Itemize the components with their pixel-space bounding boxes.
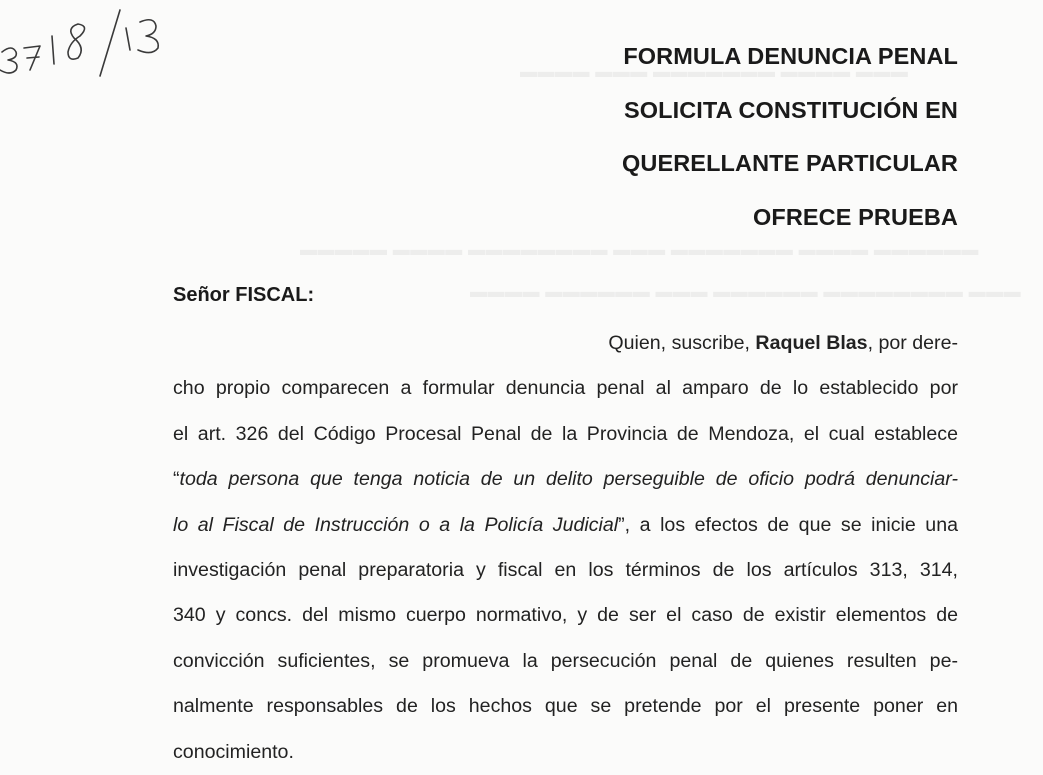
salutation: Señor FISCAL:: [173, 284, 315, 306]
body-line: conocimiento.: [173, 740, 294, 763]
body-line: [173, 321, 958, 366]
body-text-segment: Quien, suscribe,: [608, 332, 756, 354]
title-line: SOLICITA CONSTITUCIÓN EN: [623, 96, 958, 123]
body-text-segment: ”, a los efectos de que se inicie una: [618, 513, 958, 536]
handwritten-file-number: [0, 6, 180, 76]
body-line: nalmente responsables de los hechos que se pretende por el presente poner en: [173, 695, 958, 718]
body-line: [173, 503, 958, 548]
body-text-segment: , por dere-: [867, 332, 958, 354]
complainant-name: Raquel Blas: [755, 332, 868, 354]
quoted-law-text: lo al Fiscal de Instrucción o a la Policía Judicial: [173, 513, 619, 536]
body-line: 340 y concs. del mismo cuerpo normativo, y de ser el caso de existir elementos de: [173, 604, 958, 627]
body-paragraph: [173, 321, 958, 775]
body-line: [173, 457, 958, 502]
title-line: OFRECE PRUEBA: [753, 203, 958, 230]
bleed-through-text: ▬▬▬▬ ▬▬▬▬▬▬ ▬▬▬ ▬▬▬▬▬▬ ▬▬▬▬▬▬▬▬ ▬▬▬: [470, 282, 1022, 301]
document-title-block: [622, 30, 958, 244]
title-line: QUERELLANTE PARTICULAR: [622, 150, 958, 176]
bleed-through-text: ▬▬▬▬ ▬▬▬ ▬▬▬▬▬▬▬ ▬▬▬▬ ▬▬▬: [520, 62, 909, 81]
quote-mark: “: [173, 468, 180, 491]
title-line: FORMULA DENUNCIA PENAL: [623, 43, 958, 69]
quoted-law-text: toda persona que tenga noticia de un delito perseguible de oficio podrá denunciar-: [179, 468, 958, 491]
body-line: cho propio comparecen a formular denuncia penal al amparo de lo establecido por: [173, 377, 958, 400]
bleed-through-text: ▬▬▬▬▬ ▬▬▬▬ ▬▬▬▬▬▬▬▬ ▬▬▬ ▬▬▬▬▬▬▬ ▬▬▬▬ ▬▬▬▬▬▬: [300, 240, 979, 259]
body-line: convicción suficientes, se promueva la persecución penal de quienes resulten pe-: [173, 649, 958, 672]
body-line: investigación penal preparatoria y fiscal en los términos de los artículos 313, 314,: [173, 558, 958, 581]
body-line: el art. 326 del Código Procesal Penal de la Provincia de Mendoza, el cual establece: [173, 422, 958, 445]
